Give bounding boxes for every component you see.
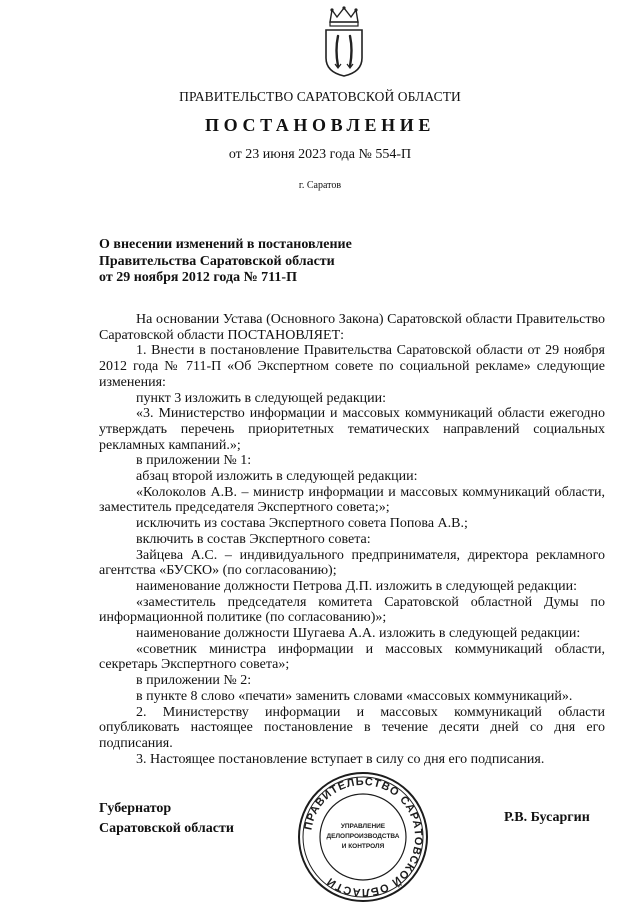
stamp-center-line: ДЕЛОПРОИЗВОДСТВА	[326, 833, 400, 840]
subject-line: от 29 ноября 2012 года № 711-П	[99, 270, 297, 285]
document-city: г. Саратов	[298, 180, 342, 191]
body-paragraph: «советник министра информации и массовых коммуникаций области, секретарь Экспертного совета»;	[99, 641, 605, 673]
body-paragraph: На основании Устава (Основного Закона) Саратовской области Правительство Саратовской области ПОСТАНОВЛЯЕТ:	[99, 312, 605, 343]
official-stamp	[296, 770, 430, 904]
body-paragraph: в пункте 8 слово «печати» заменить словами «массовых коммуникаций».	[136, 688, 573, 704]
body-paragraph: 1. Внести в постановление Правительства Саратовской области от 29 ноября 2012 года № 711-П «Об Экспертном совете по социальной рекламе» следующие изменения:	[99, 343, 605, 390]
signatory-position	[99, 799, 234, 839]
saratov-coat-of-arms-icon	[322, 6, 366, 78]
body-paragraph: исключить из состава Экспертного совета Попова А.В.;	[136, 516, 468, 532]
subject-line: О внесении изменений в постановление	[99, 237, 352, 252]
document-date-number: от 23 июня 2023 года № 554-П	[228, 147, 412, 162]
signatory-position-line: Губернатор	[99, 801, 172, 816]
stamp-ring-text: ПРАВИТЕЛЬСТВО САРАТОВСКОЙ ОБЛАСТИ	[302, 775, 425, 899]
body-paragraph: в приложении № 2:	[136, 673, 252, 689]
subject-line: Правительства Саратовской области	[99, 253, 335, 269]
body-paragraph: в приложении № 1:	[136, 453, 252, 469]
body-paragraph: 2. Министерству информации и массовых коммуникаций области опубликовать настоящее постановление в течение десяти дней со дня его подписания.	[99, 704, 605, 751]
body-paragraph: «Колоколов А.В. – министр информации и массовых коммуникаций области, заместитель председателя Экспертного совета;»;	[99, 484, 605, 516]
document-type-title: ПОСТАНОВЛЕНИЕ	[205, 115, 435, 135]
stamp-center-line: УПРАВЛЕНИЕ	[340, 823, 386, 830]
body-paragraph: включить в состав Экспертного совета:	[136, 531, 371, 547]
body-paragraph: наименование должности Шугаева А.А. изложить в следующей редакции:	[136, 626, 581, 642]
signatory-position-line: Саратовской области	[99, 821, 234, 836]
body-paragraph: наименование должности Петрова Д.П. изложить в следующей редакции:	[136, 578, 578, 594]
body-paragraph: «3. Министерство информации и массовых коммуникаций области ежегодно утверждать перечень приоритетных тематических направлений социальных рекламных кампаний.»;	[99, 406, 605, 453]
body-paragraph: 3. Настоящее постановление вступает в силу со дня его подписания.	[136, 751, 545, 767]
body-paragraph: абзац второй изложить в следующей редакции:	[136, 469, 418, 485]
government-name: ПРАВИТЕЛЬСТВО САРАТОВСКОЙ ОБЛАСТИ	[179, 89, 461, 104]
stamp-center-line: И КОНТРОЛЯ	[341, 843, 385, 850]
document-subject	[99, 237, 352, 287]
body-paragraph: пункт 3 изложить в следующей редакции:	[136, 390, 386, 406]
signatory-name: Р.В. Бусаргин	[504, 810, 590, 825]
body-paragraph: «заместитель председателя комитета Саратовской областной Думы по информационной политике (по согласованию)»;	[99, 594, 605, 626]
document-body	[99, 312, 605, 767]
body-paragraph: Зайцева А.С. – индивидуального предпринимателя, директора рекламного агентства «БУСКО» (по согласованию);	[99, 547, 605, 579]
